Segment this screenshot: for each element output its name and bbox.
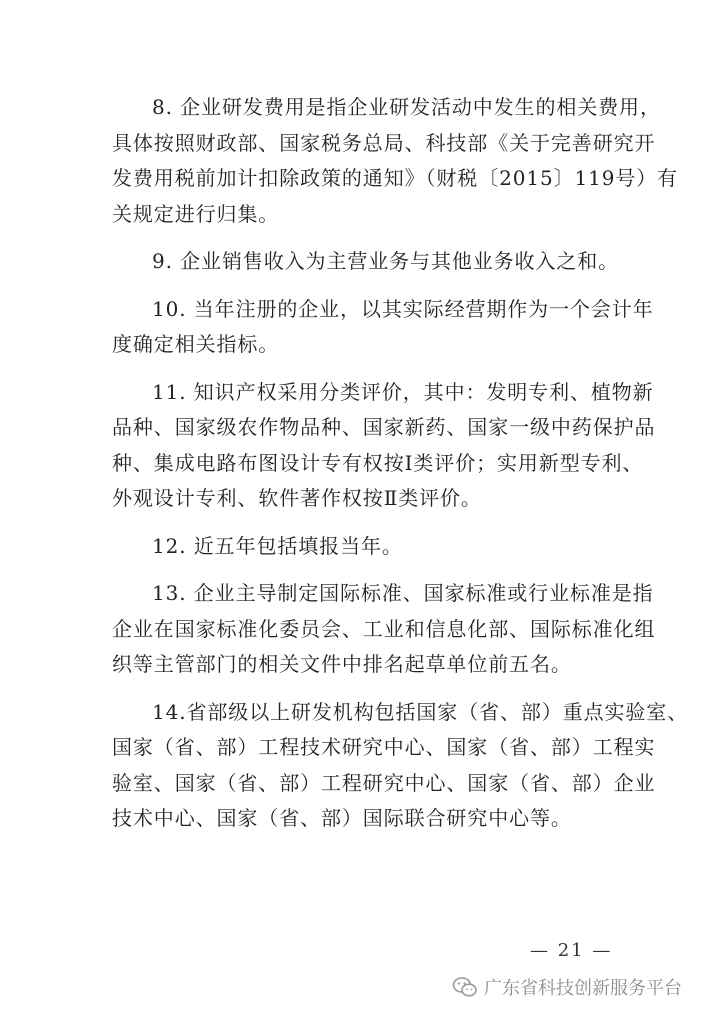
paragraph-13 — [112, 576, 656, 683]
watermark — [452, 974, 682, 1000]
paragraph-line: 14.省部级以上研发机构包括国家（省、部）重点实验室、 — [152, 699, 689, 724]
page-number: — 21 — — [530, 940, 613, 961]
paragraph-9 — [112, 244, 618, 280]
watermark-text: 广东省科技创新服务平台 — [484, 978, 682, 999]
paragraph-line: 12. 近五年包括填报当年。 — [152, 533, 403, 558]
paragraph-14 — [112, 695, 689, 837]
paragraph-line: 种、集成电路布图设计专有权按Ⅰ类评价；实用新型专利、 — [112, 450, 644, 475]
paragraph-line: 外观设计专利、软件著作权按Ⅱ类评价。 — [112, 486, 482, 510]
paragraph-line: 织等主管部门的相关文件中排名起草单位前五名。 — [112, 652, 572, 676]
paragraph-line: 度确定相关指标。 — [112, 332, 280, 356]
paragraph-line: 8. 企业研发费用是指企业研发活动中发生的相关费用， — [152, 95, 661, 119]
paragraph-line: 发费用税前加计扣除政策的通知》（财税〔2015〕119号）有 — [112, 166, 679, 190]
paragraph-line: 技术中心、国家（省、部）国际联合研究中心等。 — [112, 806, 572, 830]
paragraph-8 — [112, 90, 679, 232]
paragraph-line: 企业在国家标准化委员会、工业和信息化部、国际标准化组 — [112, 616, 656, 641]
paragraph-line: 9. 企业销售收入为主营业务与其他业务收入之和。 — [152, 249, 620, 273]
paragraph-10 — [112, 292, 654, 363]
paragraph-line: 国家（省、部）工程技术研究中心、国家（省、部）工程实 — [112, 735, 656, 759]
document-body — [112, 90, 689, 849]
paragraph-line: 13. 企业主导制定国际标准、国家标准或行业标准是指 — [152, 581, 654, 605]
wechat-icon — [452, 976, 478, 998]
paragraph-line: 具体按照财政部、国家税务总局、科技部《关于完善研究开 — [112, 130, 656, 155]
paragraph-line: 验室、国家（省、部）工程研究中心、国家（省、部）企业 — [112, 770, 656, 795]
paragraph-12 — [112, 529, 618, 565]
paragraph-line: 10. 当年注册的企业，以其实际经营期作为一个会计年 — [152, 296, 654, 321]
paragraph-line: 11. 知识产权采用分类评价，其中：发明专利、植物新 — [152, 379, 654, 404]
paragraph-line: 关规定进行归集。 — [112, 201, 280, 226]
paragraph-line: 品种、国家级农作物品种、国家新药、国家一级中药保护品 — [112, 415, 656, 439]
paragraph-11 — [112, 375, 656, 517]
